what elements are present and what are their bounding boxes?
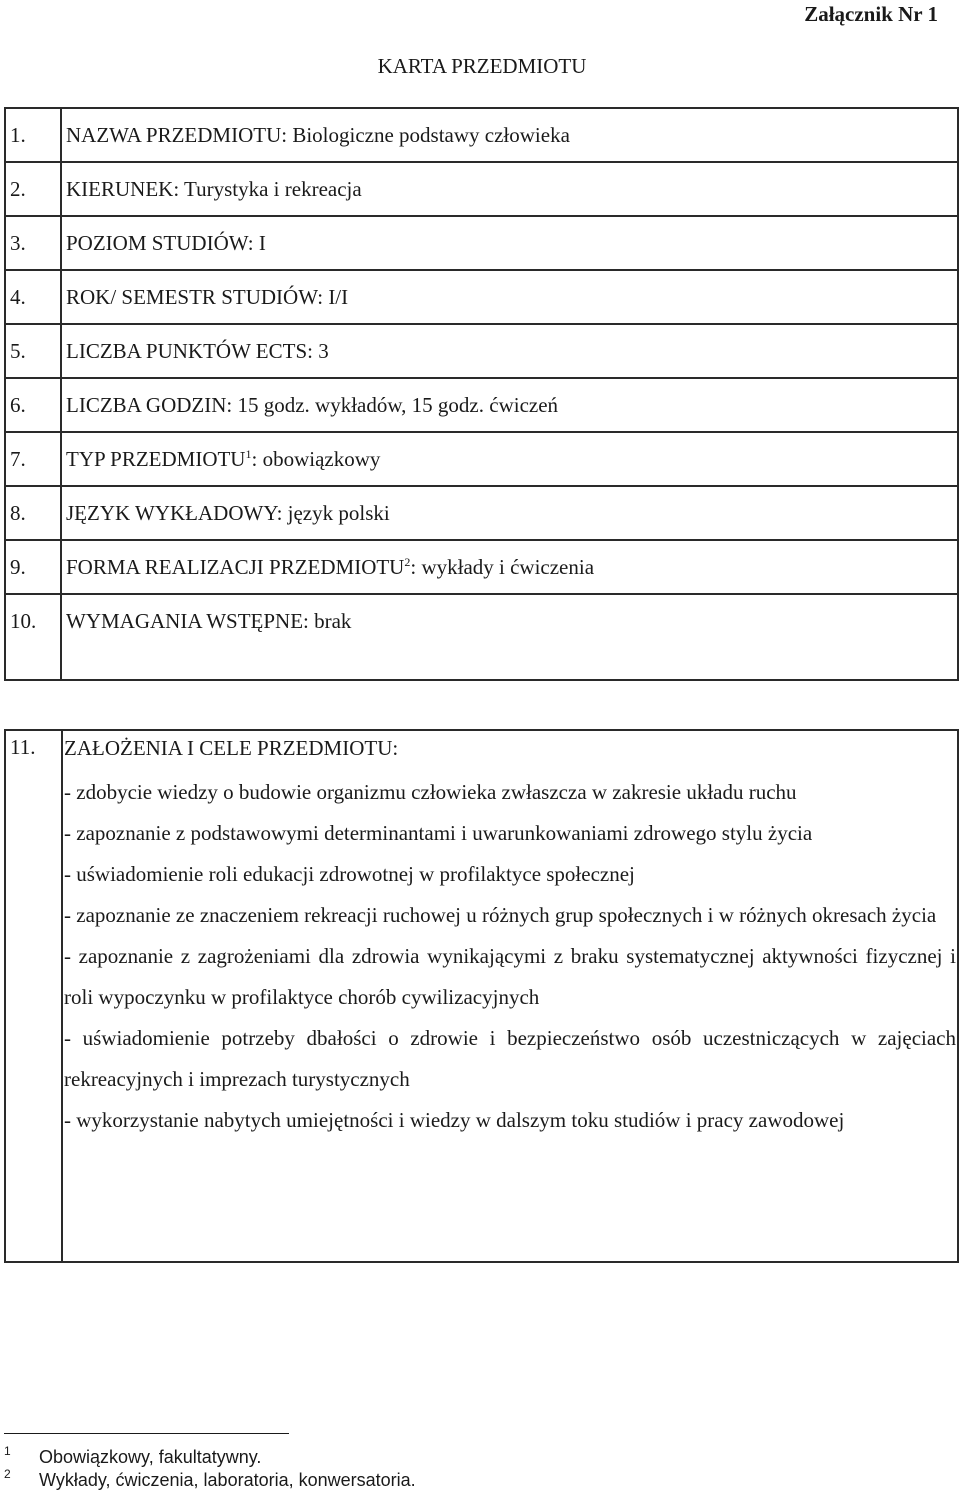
annex-label: Załącznik Nr 1 (804, 2, 938, 26)
footnote-text: Wykłady, ćwiczenia, laboratoria, konwersatoria. (39, 1470, 416, 1490)
goals-heading: ZAŁOŻENIA I CELE PRZEDMIOTU: (64, 736, 399, 760)
row-number: 10. (5, 594, 61, 680)
year-semester: ROK/ SEMESTR STUDIÓW: I/I (61, 270, 958, 324)
course-type: TYP PRZEDMIOTU$^1$: obowiązkowy (61, 432, 958, 486)
course-info-table (4, 107, 959, 681)
hours-count: LICZBA GODZIN: 15 godz. wykładów, 15 godz. ćwiczeń (61, 378, 958, 432)
document-title: KARTA PRZEDMIOTU (377, 54, 587, 78)
row-number: 1. (5, 108, 61, 162)
delivery-form: FORMA REALIZACJI PRZEDMIOTU$^2$: wykłady i ćwiczenia (61, 540, 958, 594)
goals-cell (62, 730, 958, 1262)
info-row-9 (5, 540, 958, 594)
row-number: 6. (5, 378, 61, 432)
info-row-7 (5, 432, 958, 486)
row-number: 9. (5, 540, 61, 594)
footnote-mark: 2 (4, 1467, 11, 1481)
goal-item: - zdobycie wiedzy o budowie organizmu człowieka zwłaszcza w zakresie układu ruchu (64, 780, 797, 804)
footnote-text: Obowiązkowy, fakultatywny. (39, 1447, 262, 1467)
info-row-1 (5, 108, 958, 162)
goal-item: - uświadomienie potrzeby dbałości o zdrowie i bezpieczeństwo osób uczestniczących w zajęciach rekreacyjnych i imprezach turystycznych (64, 1026, 956, 1091)
goal-item: - wykorzystanie nabytych umiejętności i wiedzy w dalszym toku studiów i pracy zawodowej (64, 1108, 845, 1132)
course-goals-table (4, 729, 959, 1263)
row-number: 5. (5, 324, 61, 378)
row-number: 11. (5, 730, 62, 1262)
row-number: 7. (5, 432, 61, 486)
language: JĘZYK WYKŁADOWY: język polski (61, 486, 958, 540)
info-row-2 (5, 162, 958, 216)
footnote (4, 1446, 261, 1468)
goal-item: - uświadomienie roli edukacji zdrowotnej w profilaktyce społecznej (64, 862, 635, 886)
goal-item: - zapoznanie z zagrożeniami dla zdrowia wynikającymi z braku systematycznej aktywności fizycznej i roli wypoczynku w profilaktyce chorób cywilizacyjnych (64, 944, 956, 1009)
ects-points: LICZBA PUNKTÓW ECTS: 3 (61, 324, 958, 378)
study-level: POZIOM STUDIÓW: I (61, 216, 958, 270)
course-name: NAZWA PRZEDMIOTU: Biologiczne podstawy człowieka (61, 108, 958, 162)
row-number: 4. (5, 270, 61, 324)
info-row-10 (5, 594, 958, 680)
goals-list (64, 772, 956, 1141)
goal-item: - zapoznanie ze znaczeniem rekreacji ruchowej u różnych grup społecznych i w różnych okresach życia (64, 903, 937, 927)
info-row-6 (5, 378, 958, 432)
row-number: 8. (5, 486, 61, 540)
footnote (4, 1469, 416, 1491)
field-of-study: KIERUNEK: Turystyka i rekreacja (61, 162, 958, 216)
goal-item: - zapoznanie z podstawowymi determinantami i uwarunkowaniami zdrowego stylu życia (64, 821, 813, 845)
info-row-4 (5, 270, 958, 324)
row-number: 3. (5, 216, 61, 270)
footnote-ref: 1 (245, 447, 252, 461)
prerequisites: WYMAGANIA WSTĘPNE: brak (61, 594, 958, 680)
info-row-5 (5, 324, 958, 378)
footnote-divider (4, 1433, 289, 1434)
info-row-3 (5, 216, 958, 270)
info-row-8 (5, 486, 958, 540)
footnote-mark: 1 (4, 1444, 11, 1458)
footnote-ref: 2 (404, 555, 411, 569)
row-number: 2. (5, 162, 61, 216)
